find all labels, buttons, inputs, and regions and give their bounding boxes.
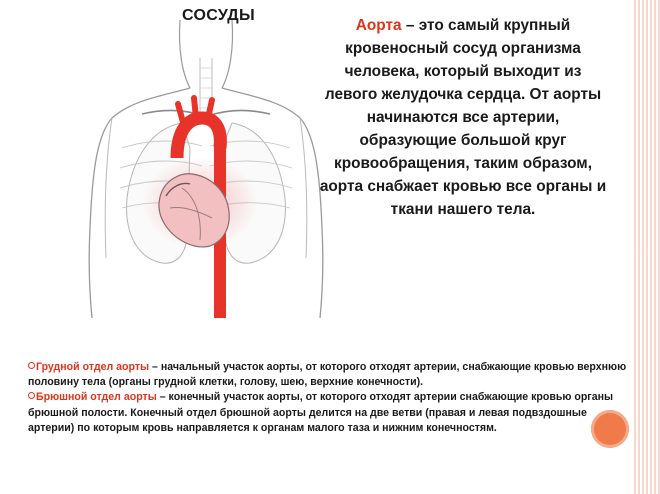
slide-title: СОСУДЫ — [182, 7, 255, 24]
thoracic-aorta-paragraph — [28, 360, 628, 390]
definition-text: – это самый крупный кровеносный сосуд организма человека, который выходит из левого желудочка сердца. От аорты начинаются все артерии, образующие большой круг кровообращения, таким образом, аорта снабжает кровью все органы и ткани нашего тела. — [319, 17, 607, 218]
thoracic-aorta-term: Грудной отдел аорты — [36, 361, 150, 373]
decorative-circle — [591, 410, 629, 448]
bullet-circle-icon — [28, 392, 35, 399]
bullet-circle-icon — [28, 362, 35, 369]
abdominal-aorta-term: Брюшной отдел аорты — [36, 391, 157, 404]
abdominal-aorta-paragraph — [28, 390, 628, 436]
thoracic-aorta-text: – начальный участок аорты, от которого отходят артерии, снабжающие кровью верхнюю половину тела (органы грудной клетки, голову, шею, верхние конечности). — [28, 361, 627, 389]
aorta-sections — [28, 360, 628, 436]
human-torso-illustration — [82, 18, 332, 318]
decorative-stripes — [634, 0, 660, 494]
aorta-definition — [318, 14, 608, 221]
abdominal-aorta-text: – конечный участок аорты, от которого отходят артерии снабжающие кровью органы брюшной полости. Конечный отдел брюшной аорты делится на две ветви (правая и левая подвздошные артерии) по которым кровь направляется к органам малого таза и нижним конечностям. — [28, 391, 614, 434]
definition-term: Аорта — [355, 17, 402, 34]
